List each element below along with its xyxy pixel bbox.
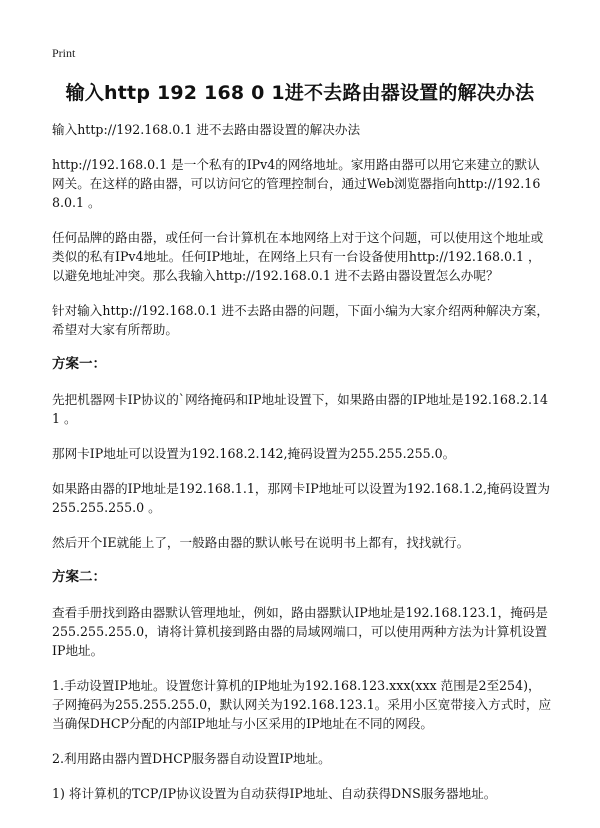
plan1-paragraph-2: 那网卡IP地址可以设置为192.168.2.142,掩码设置为255.255.255.0。 [52,446,456,461]
document-title: 输入http 192 168 0 1进不去路由器设置的解决办法 [65,82,535,104]
plan2-heading: 方案二： [52,569,106,585]
plan2-paragraph-4: 1) 将计算机的TCP/IP协议设置为自动获得IP地址、自动获得DNS服务器地址。 [52,786,497,801]
plan2-paragraph-2: 1.手动设置IP地址。设置您计算机的IP地址为192.168.123.xxx(xxx 范围是2至254)，子网掩码为255.255.255.0，默认网关为192.168.123.1。采用小区宽带接入方式时，应当确保DHCP分配的内部IP地址与小区采用的IP地址在不同的网段。 [52,678,552,731]
plan1-paragraph-1: 先把机器网卡IP协议的`网络掩码和IP地址设置下，如果路由器的IP地址是192.168.2.141 。 [52,392,548,426]
lead-paragraph: 针对输入http://192.168.0.1 进不去路由器的问题，下面小编为大家介绍两种解决方案，希望对大家有所帮助。 [52,303,549,337]
plan1-heading: 方案一： [52,356,106,372]
plan1-paragraph-4: 然后开个IE就能上了，一般路由器的默认帐号在说明书上都有，找找就行。 [52,535,470,550]
subtitle-paragraph: 输入http://192.168.0.1 进不去路由器设置的解决办法 [52,122,361,137]
print-label: Print [52,46,76,60]
plan1-paragraph-3: 如果路由器的IP地址是192.168.1.1，那网卡IP地址可以设置为192.168.1.2,掩码设置为255.255.255.0 。 [52,481,550,515]
document-body [52,120,552,819]
question-paragraph: 任何品牌的路由器，或任何一台计算机在本地网络上对于这个问题，可以使用这个地址或类似的私有IPv4地址。任何IP地址，在网络上只有一台设备使用http://192.168.0.1 ，以避免地址冲突。那么我输入http://192.168.0.1 进不去路由器设置怎么办呢？ [52,230,544,283]
intro-paragraph: http://192.168.0.1 是一个私有的IPv4的网络地址。家用路由器可以用它来建立的默认网关。在这样的路由器，可以访问它的管理控制台，通过Web浏览器指向http://192.168.0.1 。 [52,157,541,210]
plan2-paragraph-3: 2.利用路由器内置DHCP服务器自动设置IP地址。 [52,751,331,766]
plan2-paragraph-1: 查看手册找到路由器默认管理地址，例如，路由器默认IP地址是192.168.123.1，掩码是255.255.255.0，请将计算机接到路由器的局域网端口，可以使用两种方法为计算机设置IP地址。 [52,605,548,658]
